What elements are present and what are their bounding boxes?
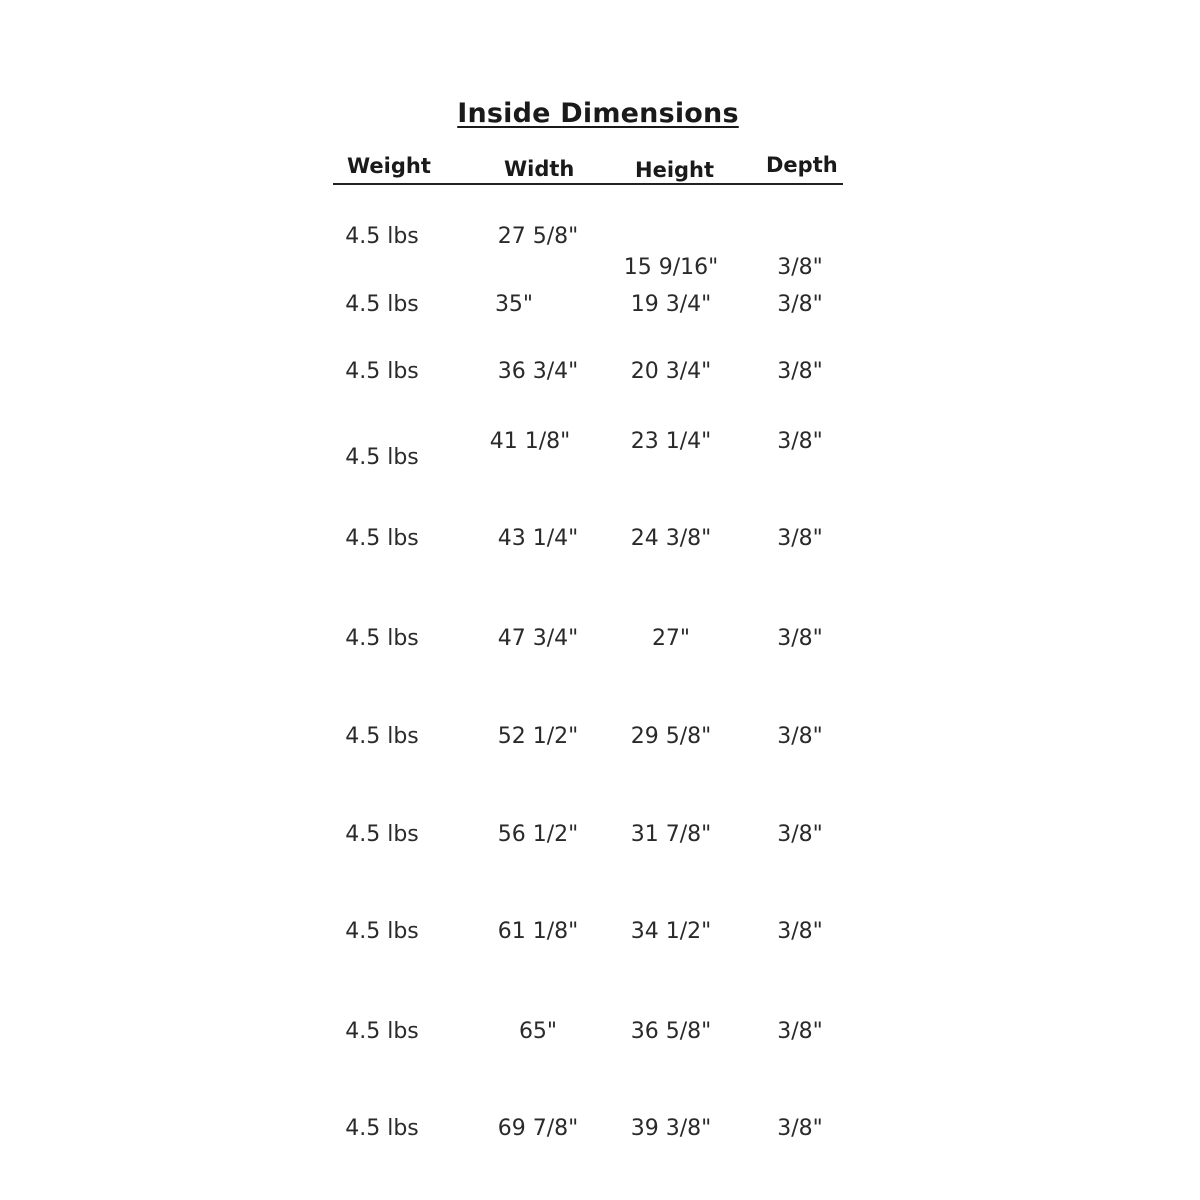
cell-width: 43 1/4"	[497, 526, 579, 551]
header-height: Height	[635, 158, 715, 182]
header-width: Width	[504, 157, 575, 181]
cell-height: 31 7/8"	[630, 822, 712, 847]
cell-height: 34 1/2"	[630, 919, 712, 944]
cell-weight: 4.5 lbs	[345, 626, 419, 651]
cell-depth: 3/8"	[777, 1116, 823, 1141]
cell-width: 52 1/2"	[497, 724, 579, 749]
cell-width: 27 5/8"	[497, 224, 579, 249]
cell-height: 23 1/4"	[630, 429, 712, 454]
cell-depth: 3/8"	[777, 919, 823, 944]
cell-height: 15 9/16"	[623, 255, 719, 280]
cell-weight: 4.5 lbs	[345, 919, 419, 944]
cell-weight: 4.5 lbs	[345, 526, 419, 551]
cell-weight: 4.5 lbs	[345, 822, 419, 847]
cell-depth: 3/8"	[777, 724, 823, 749]
cell-width: 35"	[494, 292, 534, 317]
cell-height: 29 5/8"	[630, 724, 712, 749]
cell-height: 36 5/8"	[630, 1019, 712, 1044]
cell-depth: 3/8"	[777, 526, 823, 551]
cell-weight: 4.5 lbs	[345, 724, 419, 749]
page-title: Inside Dimensions	[457, 98, 739, 129]
cell-width: 65"	[518, 1019, 558, 1044]
cell-depth: 3/8"	[777, 255, 823, 280]
cell-depth: 3/8"	[777, 1019, 823, 1044]
cell-weight: 4.5 lbs	[345, 445, 419, 470]
cell-width: 61 1/8"	[497, 919, 579, 944]
header-weight: Weight	[347, 154, 431, 178]
cell-weight: 4.5 lbs	[345, 359, 419, 384]
cell-weight: 4.5 lbs	[345, 1019, 419, 1044]
cell-depth: 3/8"	[777, 359, 823, 384]
cell-height: 19 3/4"	[630, 292, 712, 317]
cell-depth: 3/8"	[777, 822, 823, 847]
cell-width: 47 3/4"	[497, 626, 579, 651]
cell-weight: 4.5 lbs	[345, 1116, 419, 1141]
cell-height: 27"	[651, 626, 691, 651]
cell-depth: 3/8"	[777, 292, 823, 317]
header-divider	[333, 183, 843, 185]
cell-width: 69 7/8"	[497, 1116, 579, 1141]
cell-height: 39 3/8"	[630, 1116, 712, 1141]
cell-height: 24 3/8"	[630, 526, 712, 551]
cell-width: 36 3/4"	[497, 359, 579, 384]
cell-width: 41 1/8"	[489, 429, 571, 454]
cell-depth: 3/8"	[777, 429, 823, 454]
cell-weight: 4.5 lbs	[345, 224, 419, 249]
cell-width: 56 1/2"	[497, 822, 579, 847]
cell-height: 20 3/4"	[630, 359, 712, 384]
header-depth: Depth	[766, 153, 838, 177]
cell-depth: 3/8"	[777, 626, 823, 651]
cell-weight: 4.5 lbs	[345, 292, 419, 317]
